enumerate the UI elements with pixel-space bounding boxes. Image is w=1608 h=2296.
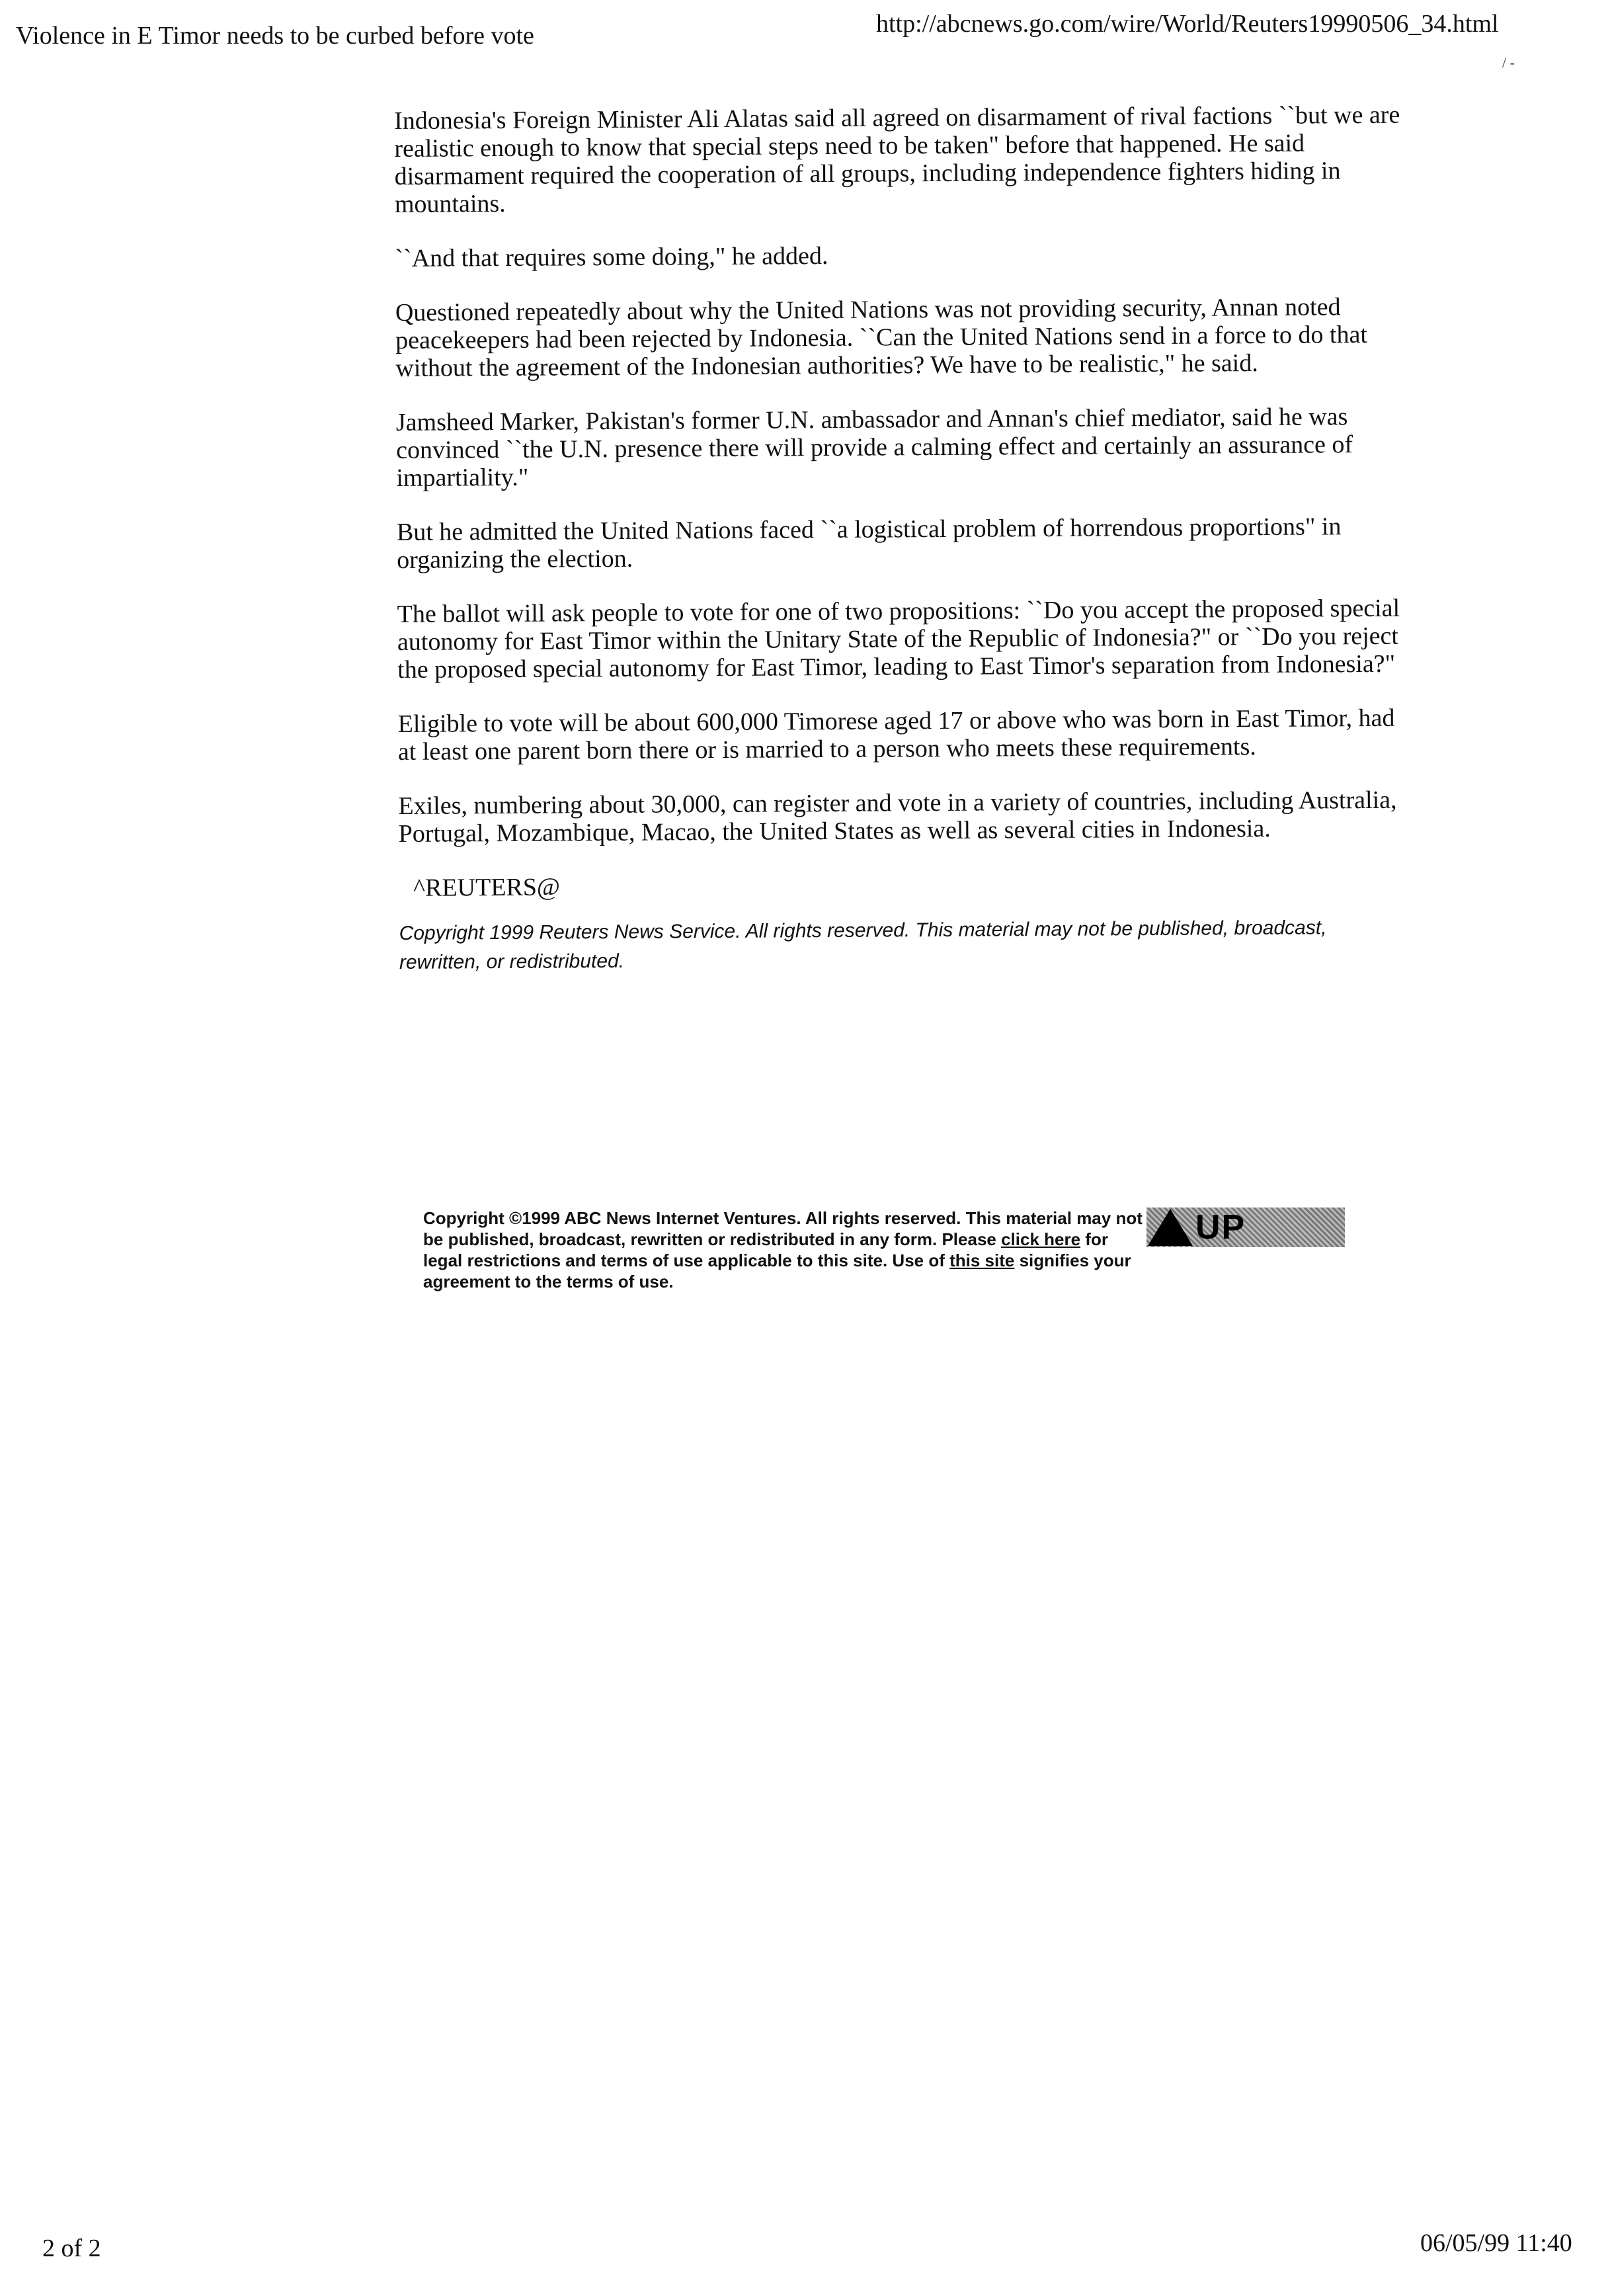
article-paragraph: ``And that requires some doing," he added.	[395, 241, 828, 272]
print-date: 06/05/99 11:40	[1420, 2229, 1572, 2257]
this-site-link[interactable]: this site	[949, 1250, 1015, 1270]
article-paragraph: The ballot will ask people to vote for one of two propositions: ``Do you accept the proposed special autonomy for East Timor within the Unitary State of the Republic of Indonesia?" or ``Do you reject the proposed special autonomy for East Timor, leading to East Timor's separation from Indonesia?"	[397, 594, 1400, 684]
up-label: UP	[1195, 1208, 1246, 1247]
click-here-link[interactable]: click here	[1001, 1229, 1081, 1249]
article-paragraph: Eligible to vote will be about 600,000 Timorese aged 17 or above who was born in East Timor, had at least one parent born there or is married to a person who meets these requirements.	[397, 704, 1395, 766]
article-paragraph: Indonesia's Foreign Minister Ali Alatas said all agreed on disarmament of rival factions ``but we are realistic enough to know that special steps need to be taken" before that happened. He said disarmament required the cooperation of all groups, including independence fighters hiding in mountains.	[394, 101, 1400, 218]
scan-mark: / -	[1502, 54, 1515, 71]
article-body	[394, 101, 1418, 977]
abc-copyright-part-1: Copyright ©1999 ABC News Internet Ventures. All rights reserved. This material may not be published, broadcast, rewritten or redistributed in any form. Please	[423, 1208, 1143, 1249]
abc-copyright-part-2: for legal restrictions and terms of use applicable to this site. Use of	[423, 1229, 1108, 1270]
page-count: 2 of 2	[42, 2234, 101, 2262]
article-paragraph: Exiles, numbering about 30,000, can register and vote in a variety of countries, including Australia, Portugal, Mozambique, Macao, the United States as well as several cities in Indonesia.	[398, 786, 1397, 848]
abc-copyright-text	[423, 1208, 1150, 1292]
article-paragraph: Questioned repeatedly about why the United Nations was not providing security, Annan noted peacekeepers had been rejected by Indonesia. ``Can the United Nations send in a force to do that without the agreement of the Indonesian authorities? We have to be realistic," he said.	[395, 293, 1368, 382]
article-paragraph: Jamsheed Marker, Pakistan's former U.N. ambassador and Annan's chief mediator, said he was convinced ``the U.N. presence there will provide a calming effect and certainly an assurance of impartiality."	[395, 403, 1353, 492]
page-url: http://abcnews.go.com/wire/World/Reuters19990506_34.html	[876, 10, 1499, 38]
up-button[interactable]	[1146, 1208, 1345, 1247]
reuters-signature: ^REUTERS@	[413, 873, 561, 902]
abc-copyright-part-3: signifies your agreement to the terms of use.	[423, 1250, 1131, 1292]
article-paragraph: But he admitted the United Nations faced ``a logistical problem of horrendous proportions" in organizing the election.	[396, 512, 1342, 574]
page-title: Violence in E Timor needs to be curbed before vote	[16, 22, 534, 50]
up-arrow-icon	[1148, 1209, 1193, 1246]
reuters-copyright: Copyright 1999 Reuters News Service. All rights reserved. This material may not be published, broadcast, rewritten, or redistributed.	[399, 917, 1327, 973]
